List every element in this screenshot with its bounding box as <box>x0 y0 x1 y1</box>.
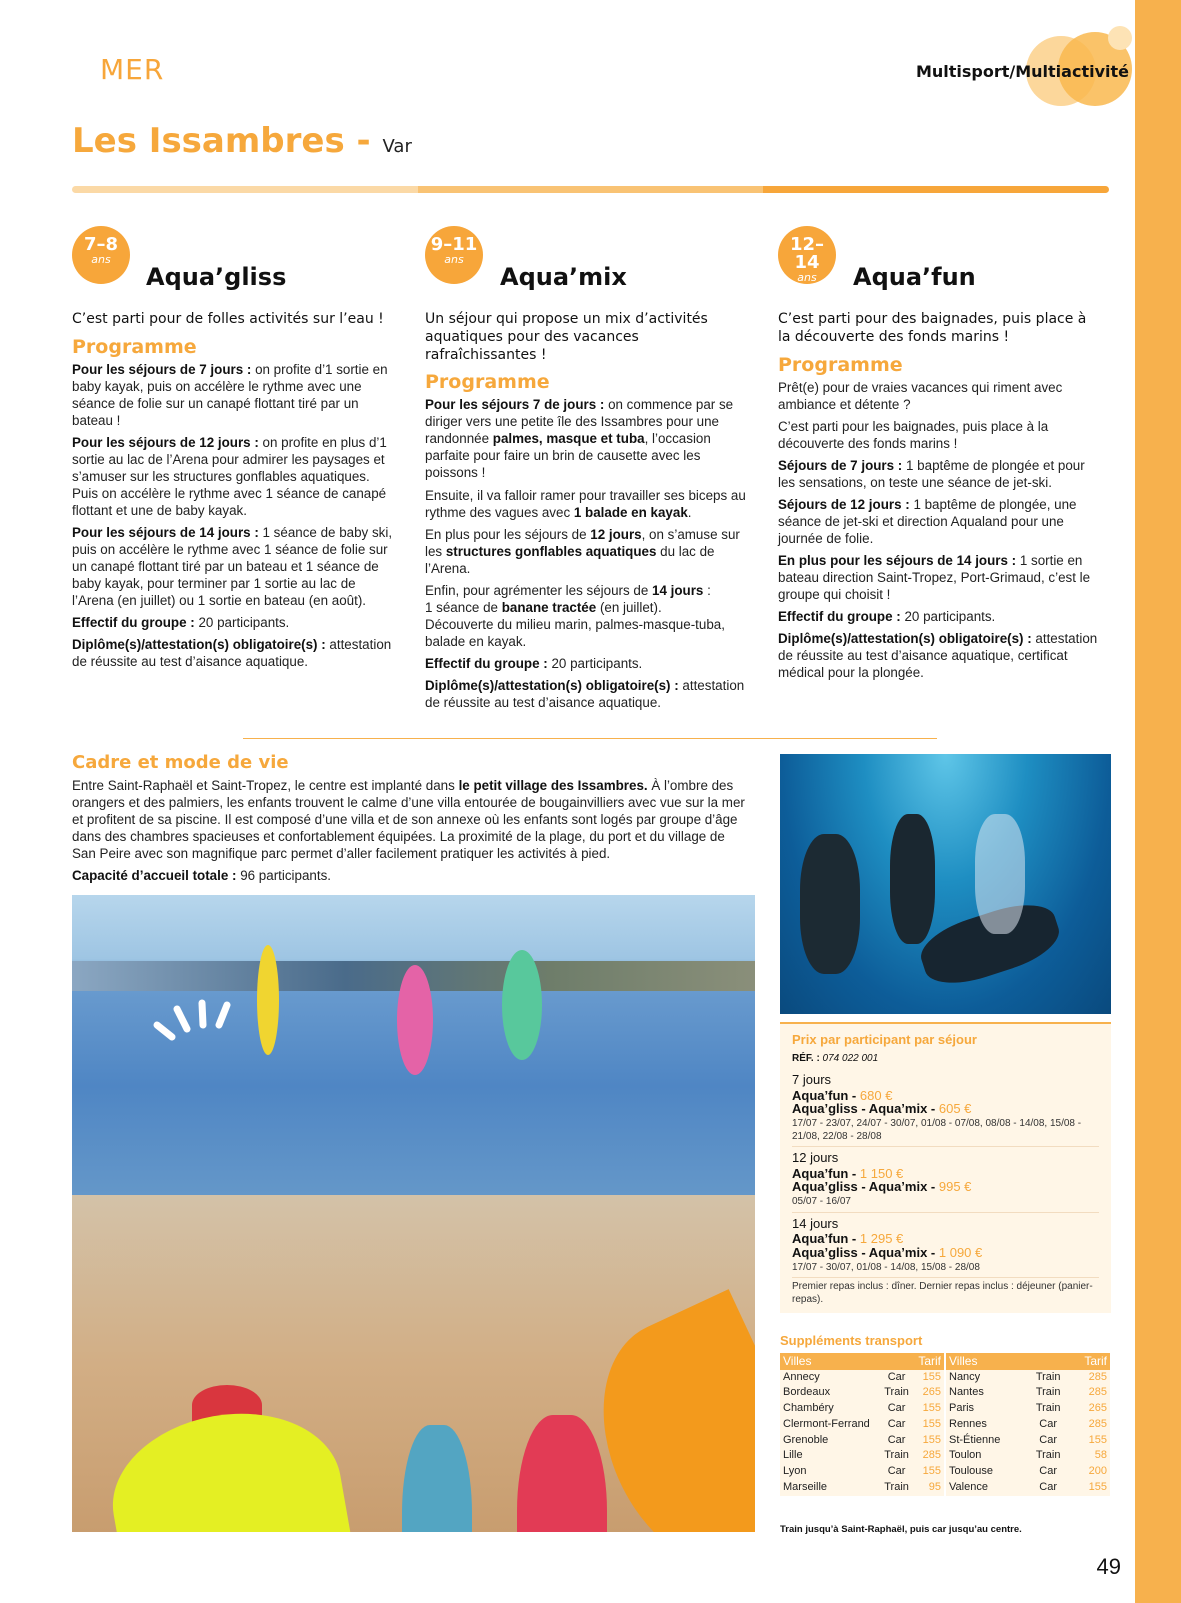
section-divider <box>243 738 937 739</box>
table-row: Chambéry Car 155 <box>780 1401 944 1417</box>
title-underline <box>72 186 1109 193</box>
paragraph: C’est parti pour les baignades, puis place à la découverte des fonds marins ! <box>778 418 1049 451</box>
paragraph: Ensuite, il va falloir ramer pour travailler ses biceps au rythme des vagues avec 1 balade en kayak. <box>425 487 746 520</box>
table-row: Lyon Car 155 <box>780 1464 944 1480</box>
stay-column-aquamix <box>425 311 750 716</box>
table-row: Clermont-Ferrand Car 155 <box>780 1417 944 1433</box>
age-badge <box>72 226 130 284</box>
yellow-paddle <box>257 945 279 1055</box>
age-unit: ans <box>797 271 817 284</box>
supplements-heading: Suppléments transport <box>780 1333 923 1348</box>
paragraph: Pour les séjours de 12 jours : on profite en plus d’1 sortie au lac de l’Arena pour admirer les paysages et s’amuser sur les structures gonflables aquatiques. Puis on accélère le rythme avec 1 séance de canapé flottant et une de baby kayak. <box>72 434 387 519</box>
title-region: Var <box>382 136 412 157</box>
cadre-text: Entre Saint-Raphaël et Saint-Tropez, le centre est implanté dans le petit village des Issambres. À l’ombre des orangers et des palmiers, les enfants trouvent le calme d’une villa entourée de bougainvilliers avec vue sur la mer et profitent de sa piscine. Il est composé d’une villa et de son annexe où les enfants sont logés par groupe d’âge dans des chambres spacieuses et confortablement équipées. La proximité de la plage, du port et du village de San Peire avec son magnifique parc permet d’aller facilement pratiquer les activités à pied. <box>72 777 745 861</box>
snorkeling-photo <box>780 754 1111 1014</box>
paragraph: Enfin, pour agrémenter les séjours de 14 jours : 1 séance de banane tractée (en juillet). Découverte du milieu marin, palmes-masque-tuba, balade en kayak. <box>425 582 725 649</box>
programme-heading: Programme <box>425 371 550 394</box>
paragraph: En plus pour les séjours de 14 jours : 1 sortie en bateau direction Saint-Tropez, Port-Grimaud, c’est le groupe qui choisit ! <box>778 552 1091 602</box>
price-block: 7 jours Aqua’fun - 680 € Aqua’gliss - Aqua’mix - 605 € 17/07 - 23/07, 24/07 - 30/07, 01/08 - 07/08, 08/08 - 14/08, 15/08 - 21/08, 22/08 - 28/08 <box>792 1069 1099 1147</box>
section-label: MER <box>100 53 165 86</box>
age-badge <box>425 226 483 284</box>
decor-circle <box>1108 26 1132 50</box>
stay-column-aquagliss <box>72 311 397 675</box>
age-unit: ans <box>444 253 464 266</box>
programme-heading: Programme <box>72 335 197 358</box>
age-unit: ans <box>91 253 111 266</box>
paragraph: Effectif du groupe : 20 participants. <box>72 615 290 631</box>
table-row: Paris Train 265 <box>946 1401 1110 1417</box>
stay-lead: C’est parti pour de folles activités sur l’eau ! <box>72 311 384 327</box>
paragraph: Diplôme(s)/attestation(s) obligatoire(s) : attestation de réussite au test d’aisance aquatique, certificat médical pour la plongée. <box>778 630 1098 680</box>
table-row: Rennes Car 285 <box>946 1417 1110 1433</box>
table-row: Toulouse Car 200 <box>946 1464 1110 1480</box>
paragraph: Séjours de 7 jours : 1 baptême de plongée et pour les sensations, on teste une séance de jet-ski. <box>778 457 1085 490</box>
diver-figure <box>800 834 860 974</box>
paragraph: Pour les séjours de 14 jours : 1 séance de baby ski, puis on accélère le rythme avec 1 séance de folie sur un canapé flottant tiré par un bateau et 1 séance de baby kayak, pour terminer par 1 sortie au lac de l’Arena (en juillet) ou 1 sortie en bateau (en août). <box>72 525 393 609</box>
bubbles <box>975 814 1025 934</box>
paragraph: Effectif du groupe : 20 participants. <box>425 655 643 671</box>
green-paddle <box>502 950 542 1060</box>
age-range: 12–14 <box>789 234 825 273</box>
table-row: Nantes Train 285 <box>946 1385 1110 1401</box>
paragraph: Prêt(e) pour de vraies vacances qui riment avec ambiance et détente ? <box>778 379 1063 412</box>
price-block: 12 jours Aqua’fun - 1 150 € Aqua’gliss - Aqua’mix - 995 € 05/07 - 16/07 <box>792 1147 1099 1212</box>
age-range: 7–8 <box>83 234 119 255</box>
title-text: Les Issambres <box>72 121 345 161</box>
capacity-text: Capacité d’accueil totale : 96 participants. <box>72 867 332 883</box>
table-row: Marseille Train 95 <box>780 1480 944 1496</box>
programme-heading: Programme <box>778 353 903 376</box>
cadre-heading: Cadre et mode de vie <box>72 752 289 773</box>
stay-title: Aqua’fun <box>853 263 976 291</box>
paragraph: Diplôme(s)/attestation(s) obligatoire(s) : attestation de réussite au test d’aisance aquatique. <box>425 677 745 710</box>
stay-column-aquafun <box>778 311 1103 686</box>
title-separator: - <box>344 121 383 161</box>
paragraph: Diplôme(s)/attestation(s) obligatoire(s) : attestation de réussite au test d’aisance aquatique. <box>72 637 392 670</box>
price-box <box>780 1022 1111 1313</box>
stay-lead: Un séjour qui propose un mix d’activités aquatiques pour des vacances rafraîchissantes ! <box>425 311 708 363</box>
table-row: St-Étienne Car 155 <box>946 1433 1110 1449</box>
sparkle-icon <box>147 995 237 1055</box>
paragraph: Pour les séjours 7 de jours : on commence par se diriger vers une petite île des Issambres pour une randonnée palmes, masque et tuba, l’occasion parfaite pour faire un brin de causette avec les poissons ! <box>425 397 734 481</box>
transport-supplements <box>780 1333 1111 1496</box>
paragraph: En plus pour les séjours de 12 jours, on s’amuse sur les structures gonflables aquatiques du lac de l’Arena. <box>425 526 740 576</box>
category-label: Multisport/Multiactivité <box>915 62 1129 81</box>
stay-title: Aqua’mix <box>500 263 627 291</box>
page-title <box>72 120 412 163</box>
age-badge <box>778 226 836 284</box>
table-row: Valence Car 155 <box>946 1480 1110 1496</box>
reference: RÉF. : 074 022 001 <box>792 1052 879 1064</box>
paragraph: Effectif du groupe : 20 participants. <box>778 608 996 624</box>
price-block: 14 jours Aqua’fun - 1 295 € Aqua’gliss - Aqua’mix - 1 090 € 17/07 - 30/07, 01/08 - 14/08, 15/08 - 28/08 <box>792 1213 1099 1278</box>
paragraph: Pour les séjours de 7 jours : on profite d’1 sortie en baby kayak, puis on accélère le rythme avec une séance de folie sur un canapé flottant tiré par un bateau ! <box>72 361 388 428</box>
table-row: Lille Train 285 <box>780 1448 944 1464</box>
transport-table-left: Villes Tarif Annecy Car 155 Bordeaux Train 265 Chambéry Car 155 Clermont-Ferrand Car 155 Grenoble Car 155 Lille Train 285 Lyon Car 155 Marseille Train 95 <box>780 1353 944 1496</box>
table-row: Bordeaux Train 265 <box>780 1385 944 1401</box>
table-row: Nancy Train 285 <box>946 1370 1110 1386</box>
age-range: 9–11 <box>430 234 478 255</box>
page-number: 49 <box>1096 1554 1121 1579</box>
diver-figure <box>890 814 935 944</box>
meal-note: Premier repas inclus : dîner. Dernier repas inclus : déjeuner (panier-repas). <box>792 1281 1093 1305</box>
transport-table-right: Villes Tarif Nancy Train 285 Nantes Train 285 Paris Train 265 Rennes Car 285 St-Étienne Car 155 Toulon Train 58 Toulouse Car 200 Valence Car 155 <box>946 1353 1110 1496</box>
transport-footnote: Train jusqu’à Saint-Raphaël, puis car jusqu’au centre. <box>780 1524 1022 1535</box>
stay-title: Aqua’gliss <box>146 263 287 291</box>
table-row: Grenoble Car 155 <box>780 1433 944 1449</box>
price-heading: Prix par participant par séjour <box>792 1032 977 1047</box>
table-row: Toulon Train 58 <box>946 1448 1110 1464</box>
page-side-band <box>1135 0 1181 1603</box>
pink-paddle <box>397 965 433 1075</box>
cadre-section <box>72 752 752 889</box>
stay-lead: C’est parti pour des baignades, puis place à la découverte des fonds marins ! <box>778 311 1087 345</box>
beach-kayak-photo <box>72 895 755 1532</box>
table-row: Annecy Car 155 <box>780 1370 944 1386</box>
paragraph: Séjours de 12 jours : 1 baptême de plongée, une séance de jet-ski et direction Aqualand pour une journée de folie. <box>778 496 1077 546</box>
